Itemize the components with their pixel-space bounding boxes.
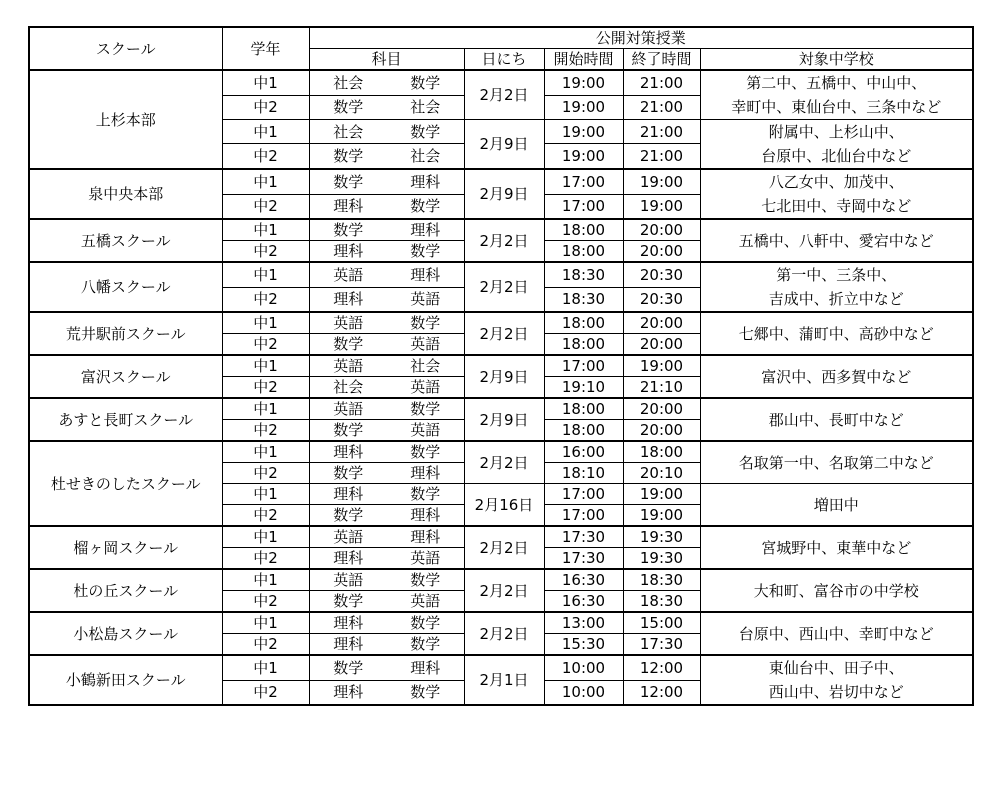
school-name: 八幡スクール bbox=[29, 262, 222, 312]
subject-1-cell: 英語 bbox=[309, 398, 387, 420]
header-subjects: 科目 bbox=[309, 49, 464, 71]
subject-2-cell: 数学 bbox=[387, 634, 464, 656]
date-cell: 2月9日 bbox=[464, 355, 544, 398]
start-time-cell: 19:10 bbox=[544, 377, 623, 399]
end-time-cell: 19:00 bbox=[623, 169, 700, 194]
school-name: 小松島スクール bbox=[29, 612, 222, 655]
subject-1-cell: 理科 bbox=[309, 241, 387, 263]
end-time-cell: 21:00 bbox=[623, 95, 700, 119]
subject-2-cell: 理科 bbox=[387, 219, 464, 241]
subject-2-cell: 理科 bbox=[387, 262, 464, 287]
end-time-cell: 20:00 bbox=[623, 241, 700, 263]
table-row bbox=[29, 219, 973, 241]
subject-2-cell: 数学 bbox=[387, 120, 464, 144]
date-cell: 2月1日 bbox=[464, 655, 544, 705]
target-schools-line: 大和町、富谷市の中学校 bbox=[753, 581, 919, 600]
school-name: 荒井駅前スクール bbox=[29, 312, 222, 355]
grade-cell: 中1 bbox=[222, 612, 309, 634]
date-cell: 2月2日 bbox=[464, 612, 544, 655]
start-time-cell: 17:30 bbox=[544, 526, 623, 548]
end-time-cell: 21:00 bbox=[623, 144, 700, 169]
grade-cell: 中2 bbox=[222, 334, 309, 356]
subject-2-cell: 理科 bbox=[387, 169, 464, 194]
subject-1-cell: 数学 bbox=[309, 655, 387, 680]
table-row bbox=[29, 262, 973, 287]
target-schools-cell bbox=[700, 262, 973, 312]
grade-cell: 中2 bbox=[222, 95, 309, 119]
grade-cell: 中2 bbox=[222, 377, 309, 399]
target-schools-cell bbox=[700, 355, 973, 398]
date-cell: 2月2日 bbox=[464, 70, 544, 120]
start-time-cell: 17:30 bbox=[544, 548, 623, 570]
subject-2-cell: 数学 bbox=[387, 241, 464, 263]
table-body bbox=[29, 27, 973, 705]
end-time-cell: 20:00 bbox=[623, 420, 700, 442]
subject-1-cell: 英語 bbox=[309, 569, 387, 591]
target-schools-line: 七北田中、寺岡中など bbox=[761, 197, 912, 215]
end-time-cell: 20:10 bbox=[623, 463, 700, 484]
end-time-cell: 19:00 bbox=[623, 505, 700, 527]
start-time-cell: 18:30 bbox=[544, 287, 623, 312]
subject-2-cell: 英語 bbox=[387, 334, 464, 356]
start-time-cell: 18:00 bbox=[544, 241, 623, 263]
target-schools-cell bbox=[700, 398, 973, 441]
target-schools-cell bbox=[700, 612, 973, 655]
target-schools-line: 台原中、西山中、幸町中など bbox=[738, 624, 934, 643]
target-schools-line: 西山中、岩切中など bbox=[768, 683, 904, 701]
grade-cell: 中1 bbox=[222, 169, 309, 194]
start-time-cell: 17:00 bbox=[544, 355, 623, 377]
table-row bbox=[29, 398, 973, 420]
subject-2-cell: 数学 bbox=[387, 194, 464, 219]
target-schools-line: 七郷中、蒲町中、高砂中など bbox=[738, 324, 934, 343]
start-time-cell: 19:00 bbox=[544, 144, 623, 169]
grade-cell: 中2 bbox=[222, 194, 309, 219]
date-cell: 2月16日 bbox=[464, 484, 544, 527]
subject-2-cell: 社会 bbox=[387, 95, 464, 119]
subject-1-cell: 数学 bbox=[309, 505, 387, 527]
school-name: 上杉本部 bbox=[29, 70, 222, 169]
subject-1-cell: 数学 bbox=[309, 144, 387, 169]
grade-cell: 中1 bbox=[222, 398, 309, 420]
subject-2-cell: 英語 bbox=[387, 420, 464, 442]
target-schools-line: 第二中、五橋中、中山中、 bbox=[746, 74, 927, 92]
subject-1-cell: 理科 bbox=[309, 441, 387, 463]
grade-cell: 中2 bbox=[222, 287, 309, 312]
header-row-top bbox=[29, 27, 973, 49]
end-time-cell: 19:00 bbox=[623, 355, 700, 377]
subject-1-cell: 数学 bbox=[309, 420, 387, 442]
target-schools-line: 富沢中、西多賀中など bbox=[761, 367, 912, 386]
grade-cell: 中1 bbox=[222, 526, 309, 548]
date-cell: 2月2日 bbox=[464, 262, 544, 312]
header-school: スクール bbox=[29, 27, 222, 70]
subject-1-cell: 数学 bbox=[309, 334, 387, 356]
target-schools-line: 第一中、三条中、 bbox=[776, 266, 897, 284]
table-row bbox=[29, 169, 973, 194]
end-time-cell: 20:00 bbox=[623, 334, 700, 356]
school-name: 泉中央本部 bbox=[29, 169, 222, 219]
date-cell: 2月9日 bbox=[464, 398, 544, 441]
subject-2-cell: 英語 bbox=[387, 548, 464, 570]
school-name: 富沢スクール bbox=[29, 355, 222, 398]
school-name: 五橋スクール bbox=[29, 219, 222, 262]
subject-1-cell: 英語 bbox=[309, 312, 387, 334]
target-schools-cell bbox=[700, 526, 973, 569]
end-time-cell: 12:00 bbox=[623, 655, 700, 680]
table-row bbox=[29, 355, 973, 377]
subject-2-cell: 数学 bbox=[387, 484, 464, 505]
target-schools-line: 名取第一中、名取第二中など bbox=[738, 453, 934, 472]
subject-1-cell: 数学 bbox=[309, 463, 387, 484]
end-time-cell: 15:00 bbox=[623, 612, 700, 634]
date-cell: 2月9日 bbox=[464, 169, 544, 219]
end-time-cell: 21:00 bbox=[623, 120, 700, 144]
target-schools-line: 吉成中、折立中など bbox=[768, 290, 904, 308]
end-time-cell: 19:00 bbox=[623, 484, 700, 505]
target-schools-cell bbox=[700, 312, 973, 355]
table-row bbox=[29, 569, 973, 591]
start-time-cell: 18:00 bbox=[544, 219, 623, 241]
target-schools-cell bbox=[700, 484, 973, 527]
subject-1-cell: 英語 bbox=[309, 526, 387, 548]
header-start: 開始時間 bbox=[544, 49, 623, 71]
subject-1-cell: 理科 bbox=[309, 287, 387, 312]
date-cell: 2月2日 bbox=[464, 441, 544, 484]
date-cell: 2月2日 bbox=[464, 569, 544, 612]
subject-2-cell: 英語 bbox=[387, 591, 464, 613]
subject-2-cell: 数学 bbox=[387, 312, 464, 334]
subject-2-cell: 数学 bbox=[387, 612, 464, 634]
grade-cell: 中2 bbox=[222, 591, 309, 613]
subject-1-cell: 社会 bbox=[309, 377, 387, 399]
start-time-cell: 19:00 bbox=[544, 70, 623, 95]
target-schools-cell bbox=[700, 120, 973, 170]
subject-2-cell: 数学 bbox=[387, 569, 464, 591]
target-schools-line: 台原中、北仙台中など bbox=[761, 147, 912, 165]
target-schools-cell bbox=[700, 569, 973, 612]
end-time-cell: 19:30 bbox=[623, 548, 700, 570]
start-time-cell: 17:00 bbox=[544, 484, 623, 505]
start-time-cell: 18:00 bbox=[544, 334, 623, 356]
end-time-cell: 18:00 bbox=[623, 441, 700, 463]
end-time-cell: 20:00 bbox=[623, 398, 700, 420]
table-row bbox=[29, 70, 973, 95]
subject-1-cell: 数学 bbox=[309, 219, 387, 241]
subject-2-cell: 社会 bbox=[387, 144, 464, 169]
start-time-cell: 18:30 bbox=[544, 262, 623, 287]
header-grade: 学年 bbox=[222, 27, 309, 70]
subject-2-cell: 英語 bbox=[387, 377, 464, 399]
target-schools-cell bbox=[700, 655, 973, 705]
subject-1-cell: 社会 bbox=[309, 120, 387, 144]
subject-1-cell: 理科 bbox=[309, 548, 387, 570]
start-time-cell: 16:30 bbox=[544, 591, 623, 613]
target-schools-line: 東仙台中、田子中、 bbox=[768, 659, 904, 677]
start-time-cell: 17:00 bbox=[544, 169, 623, 194]
target-schools-cell bbox=[700, 70, 973, 120]
target-schools-cell bbox=[700, 169, 973, 219]
target-schools-line: 八乙女中、加茂中、 bbox=[768, 173, 904, 191]
target-schools-cell bbox=[700, 441, 973, 484]
school-name: 榴ヶ岡スクール bbox=[29, 526, 222, 569]
start-time-cell: 17:00 bbox=[544, 194, 623, 219]
target-schools-line: 附属中、上杉山中、 bbox=[768, 123, 904, 141]
grade-cell: 中1 bbox=[222, 262, 309, 287]
grade-cell: 中2 bbox=[222, 680, 309, 705]
start-time-cell: 19:00 bbox=[544, 120, 623, 144]
subject-2-cell: 理科 bbox=[387, 655, 464, 680]
start-time-cell: 16:30 bbox=[544, 569, 623, 591]
start-time-cell: 10:00 bbox=[544, 655, 623, 680]
table-row bbox=[29, 612, 973, 634]
table-row bbox=[29, 526, 973, 548]
subject-1-cell: 社会 bbox=[309, 70, 387, 95]
target-schools-cell bbox=[700, 219, 973, 262]
grade-cell: 中2 bbox=[222, 548, 309, 570]
target-schools-line: 郡山中、長町中など bbox=[768, 410, 904, 429]
start-time-cell: 19:00 bbox=[544, 95, 623, 119]
subject-2-cell: 理科 bbox=[387, 505, 464, 527]
header-end: 終了時間 bbox=[623, 49, 700, 71]
subject-1-cell: 理科 bbox=[309, 612, 387, 634]
start-time-cell: 13:00 bbox=[544, 612, 623, 634]
end-time-cell: 21:10 bbox=[623, 377, 700, 399]
date-cell: 2月2日 bbox=[464, 312, 544, 355]
grade-cell: 中2 bbox=[222, 634, 309, 656]
subject-1-cell: 数学 bbox=[309, 95, 387, 119]
school-name: 杜せきのしたスクール bbox=[29, 441, 222, 526]
school-name: あすと長町スクール bbox=[29, 398, 222, 441]
date-cell: 2月2日 bbox=[464, 219, 544, 262]
table-row bbox=[29, 655, 973, 680]
target-schools-line: 五橋中、八軒中、愛宕中など bbox=[738, 231, 934, 250]
end-time-cell: 20:30 bbox=[623, 287, 700, 312]
end-time-cell: 20:00 bbox=[623, 219, 700, 241]
end-time-cell: 20:00 bbox=[623, 312, 700, 334]
subject-1-cell: 理科 bbox=[309, 484, 387, 505]
subject-1-cell: 理科 bbox=[309, 194, 387, 219]
grade-cell: 中2 bbox=[222, 144, 309, 169]
grade-cell: 中1 bbox=[222, 120, 309, 144]
subject-2-cell: 数学 bbox=[387, 398, 464, 420]
end-time-cell: 12:00 bbox=[623, 680, 700, 705]
date-cell: 2月9日 bbox=[464, 120, 544, 170]
grade-cell: 中1 bbox=[222, 655, 309, 680]
schedule-table bbox=[28, 26, 974, 706]
start-time-cell: 18:00 bbox=[544, 420, 623, 442]
subject-1-cell: 理科 bbox=[309, 680, 387, 705]
subject-1-cell: 数学 bbox=[309, 591, 387, 613]
end-time-cell: 19:00 bbox=[623, 194, 700, 219]
subject-2-cell: 理科 bbox=[387, 463, 464, 484]
grade-cell: 中1 bbox=[222, 441, 309, 463]
subject-1-cell: 理科 bbox=[309, 634, 387, 656]
table-row bbox=[29, 312, 973, 334]
school-name: 小鶴新田スクール bbox=[29, 655, 222, 705]
grade-cell: 中2 bbox=[222, 420, 309, 442]
start-time-cell: 17:00 bbox=[544, 505, 623, 527]
end-time-cell: 19:30 bbox=[623, 526, 700, 548]
subject-2-cell: 理科 bbox=[387, 526, 464, 548]
subject-1-cell: 数学 bbox=[309, 169, 387, 194]
target-schools-line: 宮城野中、東華中など bbox=[761, 538, 912, 557]
grade-cell: 中1 bbox=[222, 355, 309, 377]
subject-2-cell: 数学 bbox=[387, 441, 464, 463]
header-target: 対象中学校 bbox=[700, 49, 973, 71]
grade-cell: 中1 bbox=[222, 70, 309, 95]
target-schools-line: 幸町中、東仙台中、三条中など bbox=[731, 98, 942, 116]
start-time-cell: 18:00 bbox=[544, 312, 623, 334]
end-time-cell: 21:00 bbox=[623, 70, 700, 95]
subject-1-cell: 英語 bbox=[309, 262, 387, 287]
end-time-cell: 17:30 bbox=[623, 634, 700, 656]
header-date: 日にち bbox=[464, 49, 544, 71]
start-time-cell: 18:00 bbox=[544, 398, 623, 420]
table-row bbox=[29, 441, 973, 463]
start-time-cell: 15:30 bbox=[544, 634, 623, 656]
start-time-cell: 10:00 bbox=[544, 680, 623, 705]
grade-cell: 中1 bbox=[222, 219, 309, 241]
subject-2-cell: 社会 bbox=[387, 355, 464, 377]
start-time-cell: 18:10 bbox=[544, 463, 623, 484]
date-cell: 2月2日 bbox=[464, 526, 544, 569]
subject-2-cell: 数学 bbox=[387, 680, 464, 705]
grade-cell: 中1 bbox=[222, 569, 309, 591]
subject-2-cell: 英語 bbox=[387, 287, 464, 312]
subject-1-cell: 英語 bbox=[309, 355, 387, 377]
grade-cell: 中1 bbox=[222, 484, 309, 505]
grade-cell: 中2 bbox=[222, 463, 309, 484]
target-schools-line: 増田中 bbox=[813, 495, 859, 514]
subject-2-cell: 数学 bbox=[387, 70, 464, 95]
start-time-cell: 16:00 bbox=[544, 441, 623, 463]
end-time-cell: 18:30 bbox=[623, 591, 700, 613]
end-time-cell: 20:30 bbox=[623, 262, 700, 287]
grade-cell: 中2 bbox=[222, 241, 309, 263]
school-name: 杜の丘スクール bbox=[29, 569, 222, 612]
grade-cell: 中2 bbox=[222, 505, 309, 527]
header-section: 公開対策授業 bbox=[309, 27, 973, 49]
end-time-cell: 18:30 bbox=[623, 569, 700, 591]
grade-cell: 中1 bbox=[222, 312, 309, 334]
